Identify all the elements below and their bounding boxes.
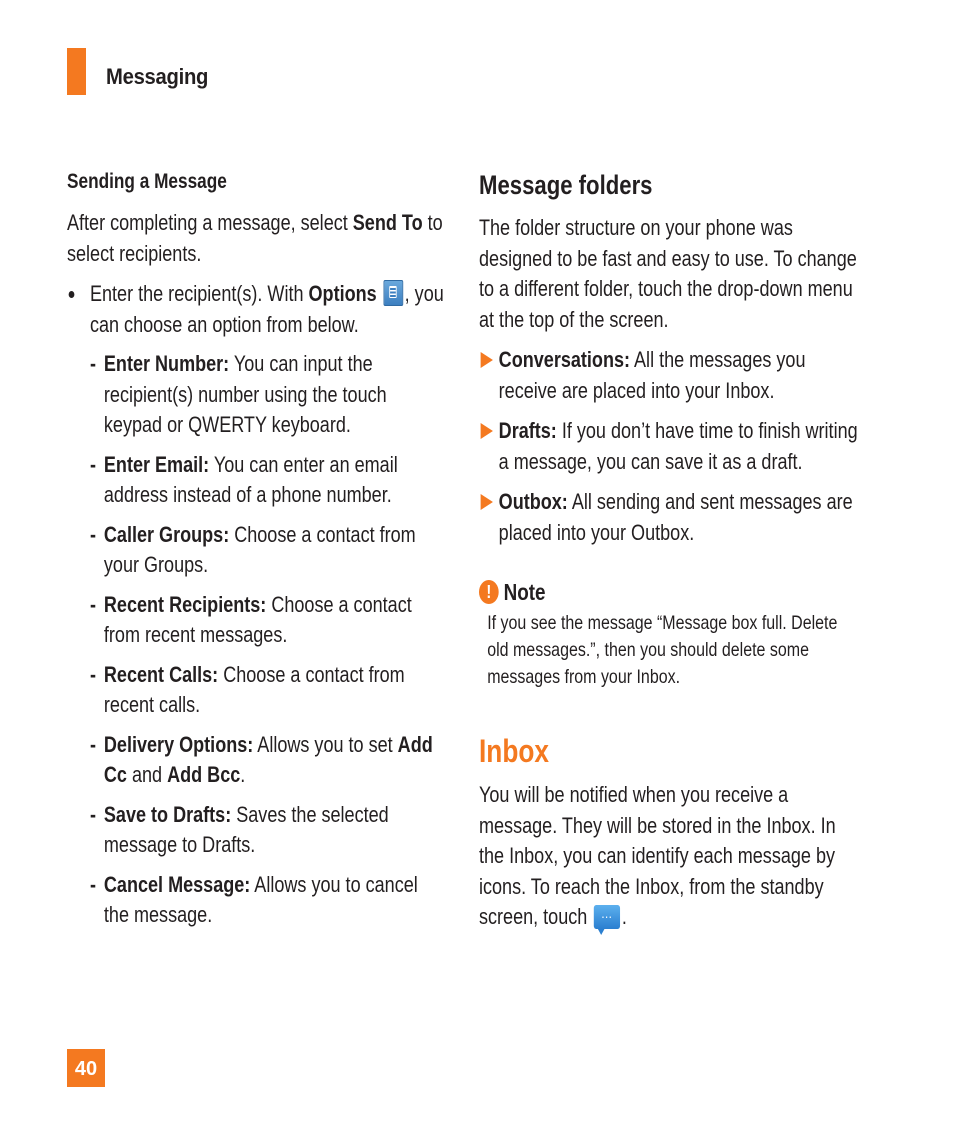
option-save-to-drafts: - Save to Drafts: Saves the selected message to Drafts. — [89, 801, 389, 857]
options-menu-icon — [383, 280, 403, 306]
message-bubble-icon: … — [594, 905, 620, 929]
section-title-inbox: Inbox — [479, 733, 549, 769]
send-to-term: Send To — [352, 210, 423, 235]
bullet-dot-icon — [69, 291, 75, 298]
intro-paragraph: After completing a message, select Send To to select recipients. — [67, 210, 443, 266]
section-title-message-folders: Message folders — [479, 170, 653, 200]
page-number: 40 — [67, 1049, 105, 1087]
option-caller-groups: - Caller Groups: Choose a contact from your Groups. — [89, 521, 416, 577]
option-recent-recipients: - Recent Recipients: Choose a contact from recent messages. — [89, 591, 412, 647]
option-enter-email: - Enter Email: You can enter an email address instead of a phone number. — [89, 451, 398, 507]
folders-intro: The folder structure on your phone was designed to be fast and easy to use. To change to a different folder, touch the drop-down menu at the top of the screen. — [479, 215, 857, 332]
option-delivery-options: - Delivery Options: Allows you to set Add Cc and Add Bcc. — [89, 731, 433, 787]
folder-outbox: Outbox: All sending and sent messages are placed into your Outbox. — [479, 487, 859, 548]
exclamation-icon: ! — [479, 580, 499, 604]
note-body: If you see the message “Message box full. Delete old messages.”, then you should delete some messages from your Inbox. — [487, 612, 838, 688]
options-term: Options — [308, 281, 377, 306]
section-title-sending: Sending a Message — [67, 170, 227, 193]
arrow-right-icon — [481, 352, 493, 368]
arrow-right-icon — [481, 423, 493, 439]
arrow-right-icon — [481, 494, 493, 510]
left-column — [67, 170, 447, 931]
option-cancel-message: - Cancel Message: Allows you to cancel the message. — [89, 871, 418, 927]
header-accent-bar — [67, 48, 86, 95]
folder-conversations: Conversations: All the messages you receive are placed into your Inbox. — [479, 345, 859, 406]
option-enter-number: - Enter Number: You can input the recipient(s) number using the touch keypad or QWERTY keyboard. — [89, 351, 387, 437]
note-heading: ! Note — [479, 578, 859, 606]
inbox-paragraph: You will be notified when you receive a message. They will be stored in the Inbox. In the Inbox, you can identify each message by icons. To reach the Inbox, from the standby screen, touch … . — [479, 782, 836, 929]
chapter-title: Messaging — [106, 64, 209, 89]
right-column — [479, 170, 859, 933]
folder-drafts: Drafts: If you don’t have time to finish writing a message, you can save it as a draft. — [479, 416, 859, 477]
option-recent-calls: - Recent Calls: Choose a contact from recent calls. — [89, 661, 405, 717]
bullet-enter-recipients: Enter the recipient(s). With Options , you can choose an option from below. — [67, 279, 447, 340]
